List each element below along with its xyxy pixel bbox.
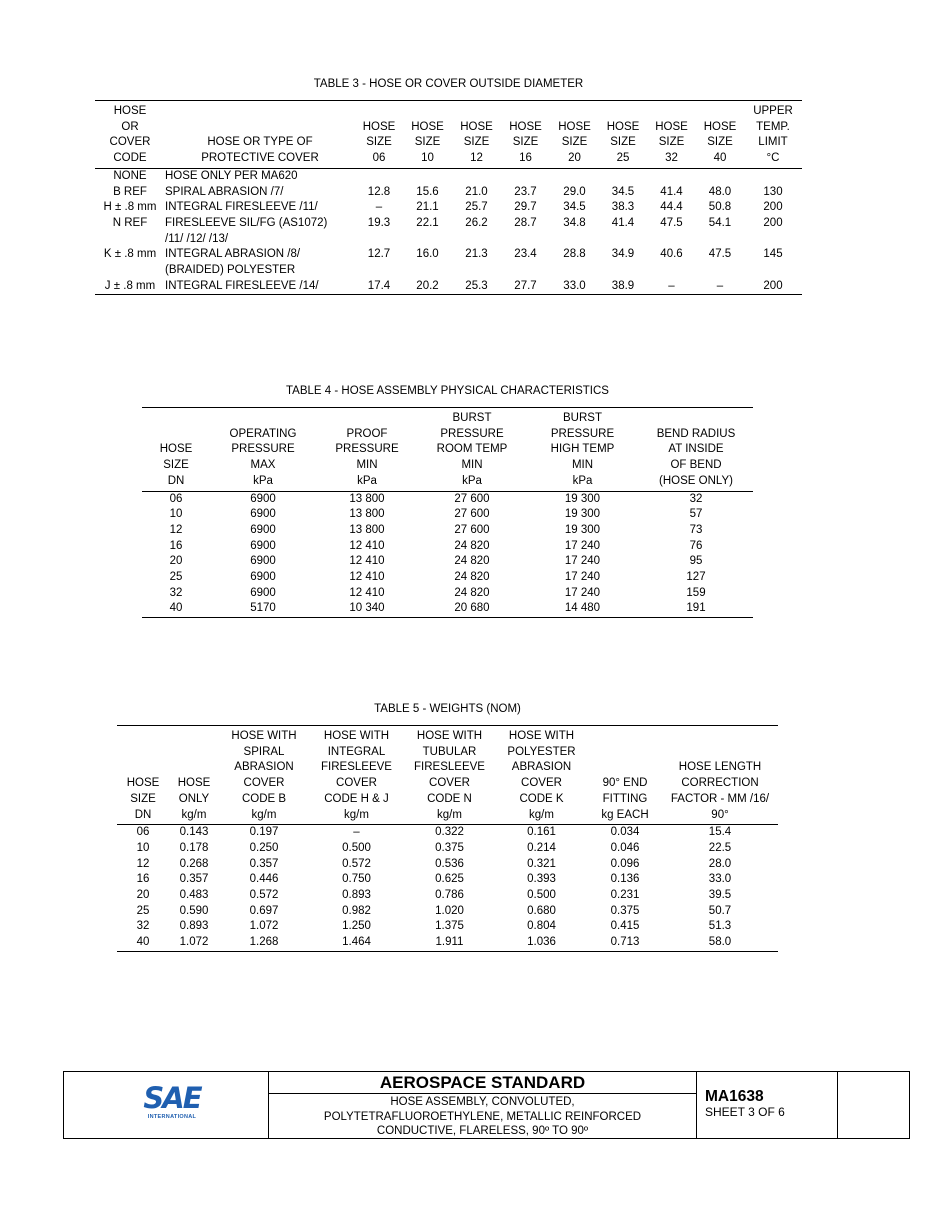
table-cell: 12 410 (349, 539, 385, 552)
table4-header-cell: HOSE SIZE DN (142, 408, 210, 492)
table-cell: 25.7 (465, 201, 488, 214)
table-cell (744, 168, 802, 184)
table4-header-cell: BURST PRESSURE HIGH TEMP MIN kPa (526, 408, 639, 492)
table-cell: 17 240 (564, 555, 601, 568)
table-cell: INTEGRAL FIRESLEEVE /11/ (165, 201, 318, 214)
table-cell: 130 (763, 185, 783, 198)
table3-header-cell: HOSE SIZE 06 (355, 101, 403, 169)
table3-header-row (95, 101, 802, 169)
table-cell: 23.4 (514, 248, 537, 261)
table-cell: 24 820 (454, 586, 490, 599)
table-cell (355, 232, 403, 248)
table-cell: 1.036 (495, 935, 588, 951)
table-cell: 13 800 (349, 492, 385, 505)
table-cell: 15.4 (708, 826, 732, 839)
table-row (95, 168, 802, 184)
table-cell: 0.500 (527, 889, 556, 902)
table-cell: 21.0 (465, 185, 488, 198)
table-cell: 51.3 (708, 920, 732, 933)
table-cell: 27.7 (501, 279, 550, 295)
table5-header-cell: HOSE ONLY kg/m (169, 726, 219, 825)
table-cell (647, 232, 696, 248)
table-cell: 0.161 (527, 826, 556, 839)
table4 (142, 407, 753, 618)
table-cell: 12 410 (349, 555, 385, 568)
table-cell: 19.3 (367, 216, 391, 229)
table-cell: 0.893 (179, 920, 209, 933)
table-row (117, 825, 778, 841)
table-cell (550, 232, 599, 248)
sae-logo (136, 1081, 208, 1120)
table-cell: 0.446 (249, 873, 279, 886)
table5 (117, 725, 778, 952)
table-cell (550, 168, 599, 184)
table-cell: N REF (112, 216, 148, 229)
table-cell: 6900 (250, 586, 276, 599)
table4-header-cell: PROOF PRESSURE MIN kPa (316, 408, 418, 492)
table-cell: 41.4 (660, 185, 683, 198)
table-cell: 127 (686, 571, 706, 584)
table3-title: TABLE 3 - HOSE OR COVER OUTSIDE DIAMETER (313, 78, 584, 90)
table-cell: 14 480 (526, 601, 639, 617)
table3 (95, 100, 802, 295)
table-cell: 34.9 (611, 248, 635, 261)
table-cell: 0.393 (527, 873, 556, 886)
table-cell: 34.8 (563, 216, 586, 229)
table-cell: 24 820 (454, 539, 490, 552)
table-cell: 145 (763, 248, 783, 261)
table-cell: 13 800 (349, 523, 385, 536)
table-cell (95, 232, 165, 248)
table-cell (550, 263, 599, 279)
table-cell: 6900 (250, 523, 276, 536)
table3-header-cell: HOSE SIZE 10 (403, 101, 452, 169)
table-cell: 95 (689, 555, 703, 568)
table-cell: 22.1 (416, 216, 439, 229)
table-cell (355, 263, 403, 279)
table-cell (452, 168, 501, 184)
table4-header-cell: OPERATING PRESSURE MAX kPa (210, 408, 316, 492)
table-cell: 1.250 (342, 920, 371, 933)
table-cell: 0.786 (435, 889, 464, 902)
table-row (95, 216, 802, 232)
table-cell: 0.321 (527, 857, 556, 870)
table-cell: 39.5 (708, 889, 732, 902)
table-cell (696, 168, 744, 184)
table-cell: 28.7 (514, 216, 537, 229)
sheet-number: SHEET 3 OF 6 (705, 1105, 785, 1119)
table-cell (744, 263, 802, 279)
table-cell: 0.375 (610, 904, 640, 917)
table-cell: 0.483 (179, 889, 209, 902)
table5-header-cell: HOSE WITH INTEGRAL FIRESLEEVE COVER CODE H & J kg/m (309, 726, 404, 825)
table-cell: 34.5 (611, 185, 635, 198)
sae-logo-text: SAE (143, 1081, 201, 1115)
table-cell: 0.096 (610, 857, 640, 870)
table-cell: 12.7 (367, 248, 391, 261)
title-block (63, 1071, 910, 1139)
table-cell: 20 (169, 555, 183, 568)
table-cell: 16.0 (416, 248, 439, 261)
table5-header-cell: 90° END FITTING kg EACH (588, 726, 662, 825)
table-cell: 48.0 (708, 185, 732, 198)
table-row (117, 841, 778, 857)
table-cell: 38.9 (599, 279, 647, 295)
table-cell: 58.0 (662, 935, 778, 951)
table-row (142, 507, 753, 523)
table-cell: 0.982 (342, 904, 371, 917)
document-description (269, 1094, 696, 1139)
title-cell (269, 1072, 697, 1138)
table-cell (501, 168, 550, 184)
table-cell: 0.375 (435, 841, 464, 854)
table-cell: 6900 (250, 571, 276, 584)
table-row (95, 247, 802, 263)
table-cell: INTEGRAL ABRASION /8/ (165, 248, 301, 261)
table-cell: HOSE ONLY PER MA620 (165, 169, 298, 182)
table-cell: 0.536 (435, 857, 464, 870)
table-cell: 54.1 (708, 216, 732, 229)
table-cell: 0.572 (342, 857, 371, 870)
table-cell: 17 240 (564, 539, 601, 552)
table-row (142, 570, 753, 586)
description-line: HOSE ASSEMBLY, CONVOLUTED, (390, 1096, 575, 1108)
table-cell: 0.625 (435, 873, 464, 886)
table5-header-cell: HOSE WITH POLYESTER ABRASION COVER CODE K kg/m (495, 726, 588, 825)
table-row (142, 523, 753, 539)
table-cell: 200 (744, 279, 802, 295)
table-cell: J ± .8 mm (95, 279, 165, 295)
table-cell (696, 263, 744, 279)
table-cell: 0.500 (342, 841, 371, 854)
table-cell: 21.3 (465, 248, 488, 261)
table-cell: 200 (763, 201, 783, 214)
table-cell: – (375, 201, 383, 214)
table5-header-row (117, 726, 778, 825)
table-cell (452, 232, 501, 248)
table3-header-cell: UPPER TEMP. LIMIT °C (744, 101, 802, 169)
table-cell: H ± .8 mm (103, 201, 157, 214)
table-cell (696, 232, 744, 248)
table-cell (403, 168, 452, 184)
table-cell: 73 (689, 523, 703, 536)
table-cell: 50.7 (708, 904, 732, 917)
table-cell: 0.143 (179, 826, 209, 839)
standard-heading: AEROSPACE STANDARD (269, 1072, 696, 1094)
table-cell: 0.357 (249, 857, 279, 870)
table-cell: – (353, 826, 360, 839)
table-row (95, 185, 802, 201)
table-cell: 0.590 (179, 904, 209, 917)
table-row (117, 935, 778, 951)
table-cell: 41.4 (611, 216, 635, 229)
table-cell: 6900 (250, 492, 276, 505)
table-cell: FIRESLEEVE SIL/FG (AS1072) (165, 216, 328, 229)
table-cell (647, 263, 696, 279)
table-cell: 0.197 (249, 826, 279, 839)
table5-header-cell: HOSE SIZE DN (117, 726, 169, 825)
table3-header-cell: HOSE SIZE 40 (696, 101, 744, 169)
table-cell (452, 263, 501, 279)
table-row (95, 263, 802, 279)
table-cell (355, 168, 403, 184)
table-cell: 17 240 (564, 586, 601, 599)
table-cell: 06 (136, 826, 150, 839)
table-cell: 34.5 (563, 201, 586, 214)
table-row (142, 586, 753, 602)
table-cell: 0.250 (249, 841, 279, 854)
table-cell: 16 (169, 539, 183, 552)
table4-header-row (142, 408, 753, 492)
table5-title: TABLE 5 - WEIGHTS (NOM) (374, 703, 521, 715)
table-cell: 12 410 (349, 586, 385, 599)
table-cell: 12 (169, 523, 183, 536)
document-number-cell (697, 1072, 838, 1138)
table-cell: 33.0 (550, 279, 599, 295)
table-cell: 10 (169, 508, 183, 521)
table-cell: 40 (142, 601, 210, 617)
table-cell: 47.5 (708, 248, 732, 261)
table-cell: /11/ /12/ /13/ (165, 232, 229, 245)
table-cell: 0.034 (610, 826, 640, 839)
table5-header-cell: HOSE LENGTH CORRECTION FACTOR - MM /16/ 90° (662, 726, 778, 825)
table-cell: 27 600 (454, 508, 490, 521)
table-cell: 0.357 (179, 873, 209, 886)
table-row (142, 601, 753, 617)
table-cell: 1.375 (435, 920, 464, 933)
table-cell (599, 263, 647, 279)
table-cell: 1.464 (309, 935, 404, 951)
table-cell: 25 (136, 904, 150, 917)
table-cell: 27 600 (454, 492, 490, 505)
table-cell: 191 (639, 601, 753, 617)
table-cell (599, 232, 647, 248)
table-cell: 32 (169, 586, 183, 599)
table-cell: 0.697 (249, 904, 279, 917)
table-row (142, 491, 753, 507)
table-cell: 32 (689, 492, 703, 505)
table-row (117, 919, 778, 935)
table-cell: 0.750 (342, 873, 371, 886)
table-row (117, 888, 778, 904)
table-cell: 1.020 (435, 904, 464, 917)
table-cell: 19 300 (564, 492, 601, 505)
table-cell (403, 263, 452, 279)
table-cell: 06 (169, 492, 183, 505)
table-cell: – (696, 279, 744, 295)
table-cell: 20.2 (403, 279, 452, 295)
table-cell: 0.713 (588, 935, 662, 951)
table-cell: 29.0 (563, 185, 586, 198)
table-row (95, 279, 802, 295)
table-row (95, 232, 802, 248)
table3-header-cell: HOSE OR TYPE OF PROTECTIVE COVER (165, 101, 355, 169)
table-cell: 38.3 (611, 201, 635, 214)
table-cell: 1.072 (169, 935, 219, 951)
table-cell: K ± .8 mm (103, 248, 157, 261)
table-cell: 5170 (210, 601, 316, 617)
table-cell: 19 300 (564, 508, 601, 521)
table-cell: 19 300 (564, 523, 601, 536)
table-cell: 25 (169, 571, 183, 584)
table-cell: 0.046 (610, 841, 640, 854)
table-cell: 6900 (250, 555, 276, 568)
table-cell: 0.804 (527, 920, 556, 933)
table-cell: 33.0 (708, 873, 732, 886)
description-line: POLYTETRAFLUOROETHYLENE, METALLIC REINFORCED (323, 1110, 642, 1123)
table-cell: 40 (117, 935, 169, 951)
table-cell: NONE (113, 169, 147, 182)
table-cell: 0.322 (435, 826, 464, 839)
table-cell: 12 410 (349, 571, 385, 584)
table-cell (647, 168, 696, 184)
table-cell: 32 (136, 920, 150, 933)
table-cell: 29.7 (514, 201, 537, 214)
table-cell (599, 168, 647, 184)
table-cell: 23.7 (514, 185, 537, 198)
table4-header-cell: BURST PRESSURE ROOM TEMP MIN kPa (418, 408, 526, 492)
table-cell: 15.6 (416, 185, 439, 198)
table-cell: 57 (689, 508, 703, 521)
table-cell: 12 (136, 857, 150, 870)
table-cell: 76 (689, 539, 703, 552)
table-row (95, 200, 802, 216)
table-cell: 50.8 (708, 201, 732, 214)
table-row (117, 904, 778, 920)
table-cell: SPIRAL ABRASION /7/ (165, 185, 284, 198)
table-cell: – (647, 279, 696, 295)
table-cell: 27 600 (454, 523, 490, 536)
table-row (142, 554, 753, 570)
table-cell: 1.072 (249, 920, 279, 933)
table-cell: 0.214 (527, 841, 556, 854)
table3-header-cell: HOSE SIZE 20 (550, 101, 599, 169)
table-cell: 47.5 (660, 216, 683, 229)
table-cell: 0.178 (179, 841, 209, 854)
table3-header-cell: HOSE SIZE 25 (599, 101, 647, 169)
table-cell: 20 (136, 889, 150, 902)
table-cell (95, 263, 165, 279)
table-cell: 0.893 (342, 889, 371, 902)
table-cell (744, 232, 802, 248)
sae-logo-subtext: INTERNATIONAL (147, 1114, 197, 1120)
table-cell: 1.268 (219, 935, 309, 951)
table-row (142, 539, 753, 555)
table-cell: 0.680 (527, 904, 556, 917)
table3-header-cell: HOSE SIZE 12 (452, 101, 501, 169)
table-cell: 10 (136, 841, 150, 854)
document-number: MA1638 (705, 1088, 764, 1105)
table-cell: 22.5 (708, 841, 732, 854)
table-cell: 200 (763, 216, 783, 229)
table-cell: 0.231 (610, 889, 640, 902)
table-cell (403, 232, 452, 248)
logo-cell (64, 1072, 269, 1138)
table-cell: (BRAIDED) POLYESTER (165, 264, 296, 277)
table-cell: 44.4 (660, 201, 683, 214)
table-cell (501, 263, 550, 279)
table-cell: 24 820 (454, 555, 490, 568)
table-cell: 25.3 (452, 279, 501, 295)
table-cell: INTEGRAL FIRESLEEVE /14/ (165, 279, 355, 295)
table4-title: TABLE 4 - HOSE ASSEMBLY PHYSICAL CHARACTERISTICS (286, 385, 609, 397)
table-cell: 0.415 (610, 920, 640, 933)
table-cell: 17 240 (564, 571, 601, 584)
table3-header-cell: HOSE SIZE 32 (647, 101, 696, 169)
blank-cell (839, 1072, 909, 1138)
table-row (117, 872, 778, 888)
table-cell: 1.911 (404, 935, 495, 951)
table3-header-cell: HOSE OR COVER CODE (95, 101, 165, 169)
table-row (117, 857, 778, 873)
table-cell: 24 820 (454, 571, 490, 584)
table-cell: 28.8 (563, 248, 586, 261)
table-cell: 40.6 (660, 248, 683, 261)
table-cell (501, 232, 550, 248)
table-cell: 0.268 (179, 857, 209, 870)
table-cell: 13 800 (349, 508, 385, 521)
table-cell: 28.0 (708, 857, 732, 870)
table-cell: 26.2 (465, 216, 488, 229)
table-cell: 0.572 (249, 889, 279, 902)
table-cell: 0.136 (610, 873, 640, 886)
table5-header-cell: HOSE WITH SPIRAL ABRASION COVER CODE B kg/m (219, 726, 309, 825)
description-line: CONDUCTIVE, FLARELESS, 90º TO 90º (376, 1125, 589, 1137)
table-cell: 6900 (250, 539, 276, 552)
table-cell: 16 (136, 873, 150, 886)
table-cell: B REF (113, 185, 147, 198)
table5-header-cell: HOSE WITH TUBULAR FIRESLEEVE COVER CODE N kg/m (404, 726, 495, 825)
table3-header-cell: HOSE SIZE 16 (501, 101, 550, 169)
table-cell: 17.4 (355, 279, 403, 295)
table4-header-cell: BEND RADIUS AT INSIDE OF BEND (HOSE ONLY) (639, 408, 753, 492)
table-cell: 6900 (250, 508, 276, 521)
table-cell: 159 (686, 586, 706, 599)
table-cell: 12.8 (367, 185, 391, 198)
table-cell: 10 340 (316, 601, 418, 617)
table-cell: 20 680 (418, 601, 526, 617)
table-cell: 21.1 (416, 201, 439, 214)
